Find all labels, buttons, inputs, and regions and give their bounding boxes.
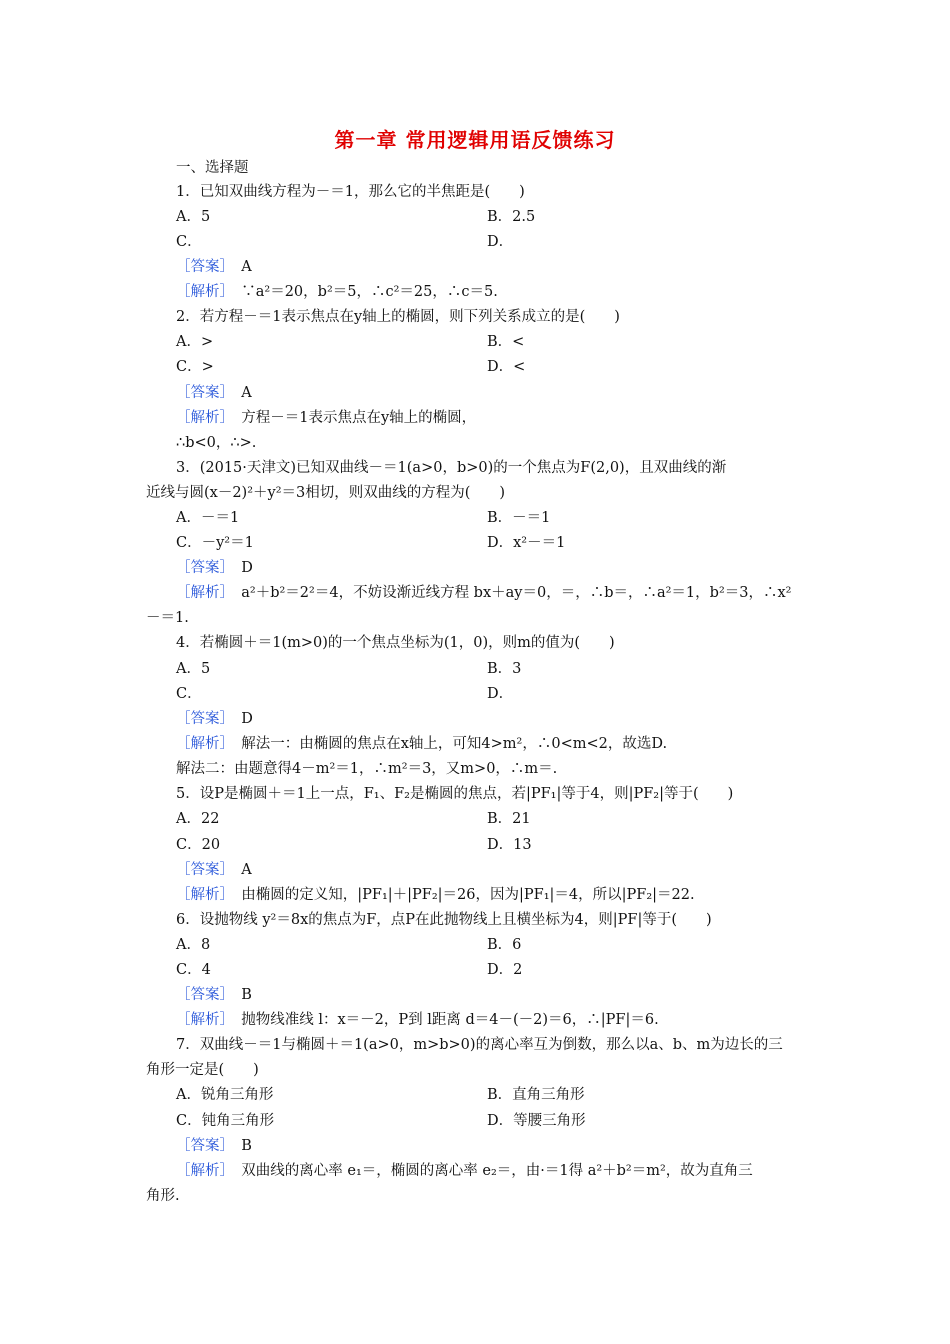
q5-option-a: A．22	[176, 811, 220, 827]
q7-option-b: B．直角三角形	[487, 1087, 585, 1103]
answer-value: A	[241, 385, 252, 401]
q4-option-c: C．	[176, 686, 202, 702]
analysis-text: 抛物线准线 l：x＝－2，P到 l距离 d＝4－(－2)＝6，∴|PF|＝6.	[241, 1012, 659, 1028]
question-4: 4．若椭圆＋＝1(m>0)的一个焦点坐标为(1，0)，则m的值为( )	[176, 635, 615, 651]
analysis-text: ∵a²＝20，b²＝5，∴c²＝25，∴c＝5.	[241, 284, 498, 300]
q4-option-d: D．	[487, 686, 514, 702]
question-6: 6．设抛物线 y²＝8x的焦点为F，点P在此抛物线上且横坐标为4，则|PF|等于( )	[176, 912, 712, 928]
q1-analysis	[176, 282, 498, 302]
answer-value: D	[241, 711, 253, 727]
answer-value: A	[241, 259, 252, 275]
q2-option-c: C．>	[176, 359, 214, 375]
analysis-tag: ［解析］	[176, 736, 227, 752]
question-7: 7．双曲线－＝1与椭圆＋＝1(a>0，m>b>0)的离心率互为倒数，那么以a、b、m为边长的三	[176, 1037, 783, 1053]
analysis-text: 双曲线的离心率 e₁＝，椭圆的离心率 e₂＝，由·＝1得 a²＋b²＝m²，故为直角三	[241, 1163, 753, 1179]
answer-tag: ［答案］	[176, 1138, 227, 1154]
q4-answer	[176, 709, 253, 729]
q2-option-a: A．>	[176, 334, 214, 350]
question-2: 2．若方程－＝1表示焦点在y轴上的椭圆，则下列关系成立的是( )	[176, 309, 620, 325]
analysis-tag: ［解析］	[176, 410, 227, 426]
q6-option-a: A．8	[176, 937, 211, 953]
q7-analysis-cont: 角形.	[146, 1188, 180, 1204]
analysis-tag: ［解析］	[176, 284, 227, 300]
q6-option-c: C．4	[176, 962, 211, 978]
q5-analysis	[176, 885, 695, 905]
q7-analysis	[176, 1161, 753, 1181]
q7-option-c: C．钝角三角形	[176, 1113, 275, 1129]
question-1: 1．已知双曲线方程为－＝1，那么它的半焦距是( )	[176, 184, 525, 200]
q3-option-b: B．－＝1	[487, 510, 551, 526]
analysis-text: 由椭圆的定义知，|PF₁|＋|PF₂|＝26，因为|PF₁|＝4，所以|PF₂|＝22.	[241, 887, 695, 903]
q1-option-c: C．	[176, 234, 202, 250]
q3-option-d: D．x²－＝1	[487, 535, 566, 551]
q1-option-d: D．	[487, 234, 514, 250]
analysis-tag: ［解析］	[176, 1012, 227, 1028]
q6-analysis	[176, 1010, 659, 1030]
q2-option-d: D．<	[487, 359, 526, 375]
question-5: 5．设P是椭圆＋＝1上一点，F₁、F₂是椭圆的焦点，若|PF₁|等于4，则|PF₂|等于( )	[176, 786, 734, 802]
q6-option-b: B．6	[487, 937, 522, 953]
analysis-text: 解法一：由椭圆的焦点在x轴上，可知4>m²，∴0<m<2，故选D.	[241, 736, 668, 752]
q4-option-b: B．3	[487, 661, 522, 677]
q3-option-a: A．－＝1	[176, 510, 240, 526]
q3-analysis-cont: －＝1.	[146, 610, 189, 626]
answer-value: B	[241, 1138, 252, 1154]
q3-analysis	[176, 583, 791, 603]
q7-option-d: D．等腰三角形	[487, 1113, 586, 1129]
q5-option-d: D．13	[487, 837, 532, 853]
q4-analysis	[176, 734, 667, 754]
q5-option-c: C．20	[176, 837, 221, 853]
answer-tag: ［答案］	[176, 560, 227, 576]
answer-tag: ［答案］	[176, 987, 227, 1003]
q3-answer	[176, 558, 253, 578]
q6-option-d: D．2	[487, 962, 523, 978]
q2-analysis	[176, 408, 476, 428]
analysis-text: 方程－＝1表示焦点在y轴上的椭圆，	[241, 410, 477, 426]
q3-option-c: C．－y²＝1	[176, 535, 254, 551]
q6-answer	[176, 985, 252, 1005]
q2-answer	[176, 383, 252, 403]
q1-option-b: B．2.5	[487, 209, 536, 225]
q1-answer	[176, 257, 252, 277]
answer-value: A	[241, 862, 252, 878]
analysis-tag: ［解析］	[176, 585, 227, 601]
analysis-text: a²＋b²＝2²＝4，不妨设渐近线方程 bx＋ay＝0，＝，∴b＝，∴a²＝1，b²＝3，∴x²	[241, 585, 792, 601]
answer-tag: ［答案］	[176, 385, 227, 401]
analysis-tag: ［解析］	[176, 887, 227, 903]
answer-value: B	[241, 987, 252, 1003]
section-heading: 一、选择题	[176, 160, 249, 176]
answer-tag: ［答案］	[176, 862, 227, 878]
q1-option-a: A．5	[176, 209, 211, 225]
answer-value: D	[241, 560, 253, 576]
answer-tag: ［答案］	[176, 259, 227, 275]
q7-option-a: A．锐角三角形	[176, 1087, 274, 1103]
analysis-tag: ［解析］	[176, 1163, 227, 1179]
q2-analysis-cont: ∴b<0，∴>.	[176, 435, 257, 451]
question-7-cont: 角形一定是( )	[146, 1062, 259, 1078]
question-3-cont: 近线与圆(x－2)²＋y²＝3相切，则双曲线的方程为( )	[146, 485, 506, 501]
q4-analysis-cont: 解法二：由题意得4－m²＝1，∴m²＝3，又m>0，∴m＝.	[176, 761, 558, 777]
q5-option-b: B．21	[487, 811, 531, 827]
q7-answer	[176, 1136, 252, 1156]
answer-tag: ［答案］	[176, 711, 227, 727]
page-title: 第一章 常用逻辑用语反馈练习	[334, 128, 616, 152]
q4-option-a: A．5	[176, 661, 211, 677]
q2-option-b: B．<	[487, 334, 525, 350]
question-3: 3．(2015·天津文)已知双曲线－＝1(a>0，b>0)的一个焦点为F(2,0)，且双曲线的渐	[176, 460, 727, 476]
q5-answer	[176, 860, 252, 880]
